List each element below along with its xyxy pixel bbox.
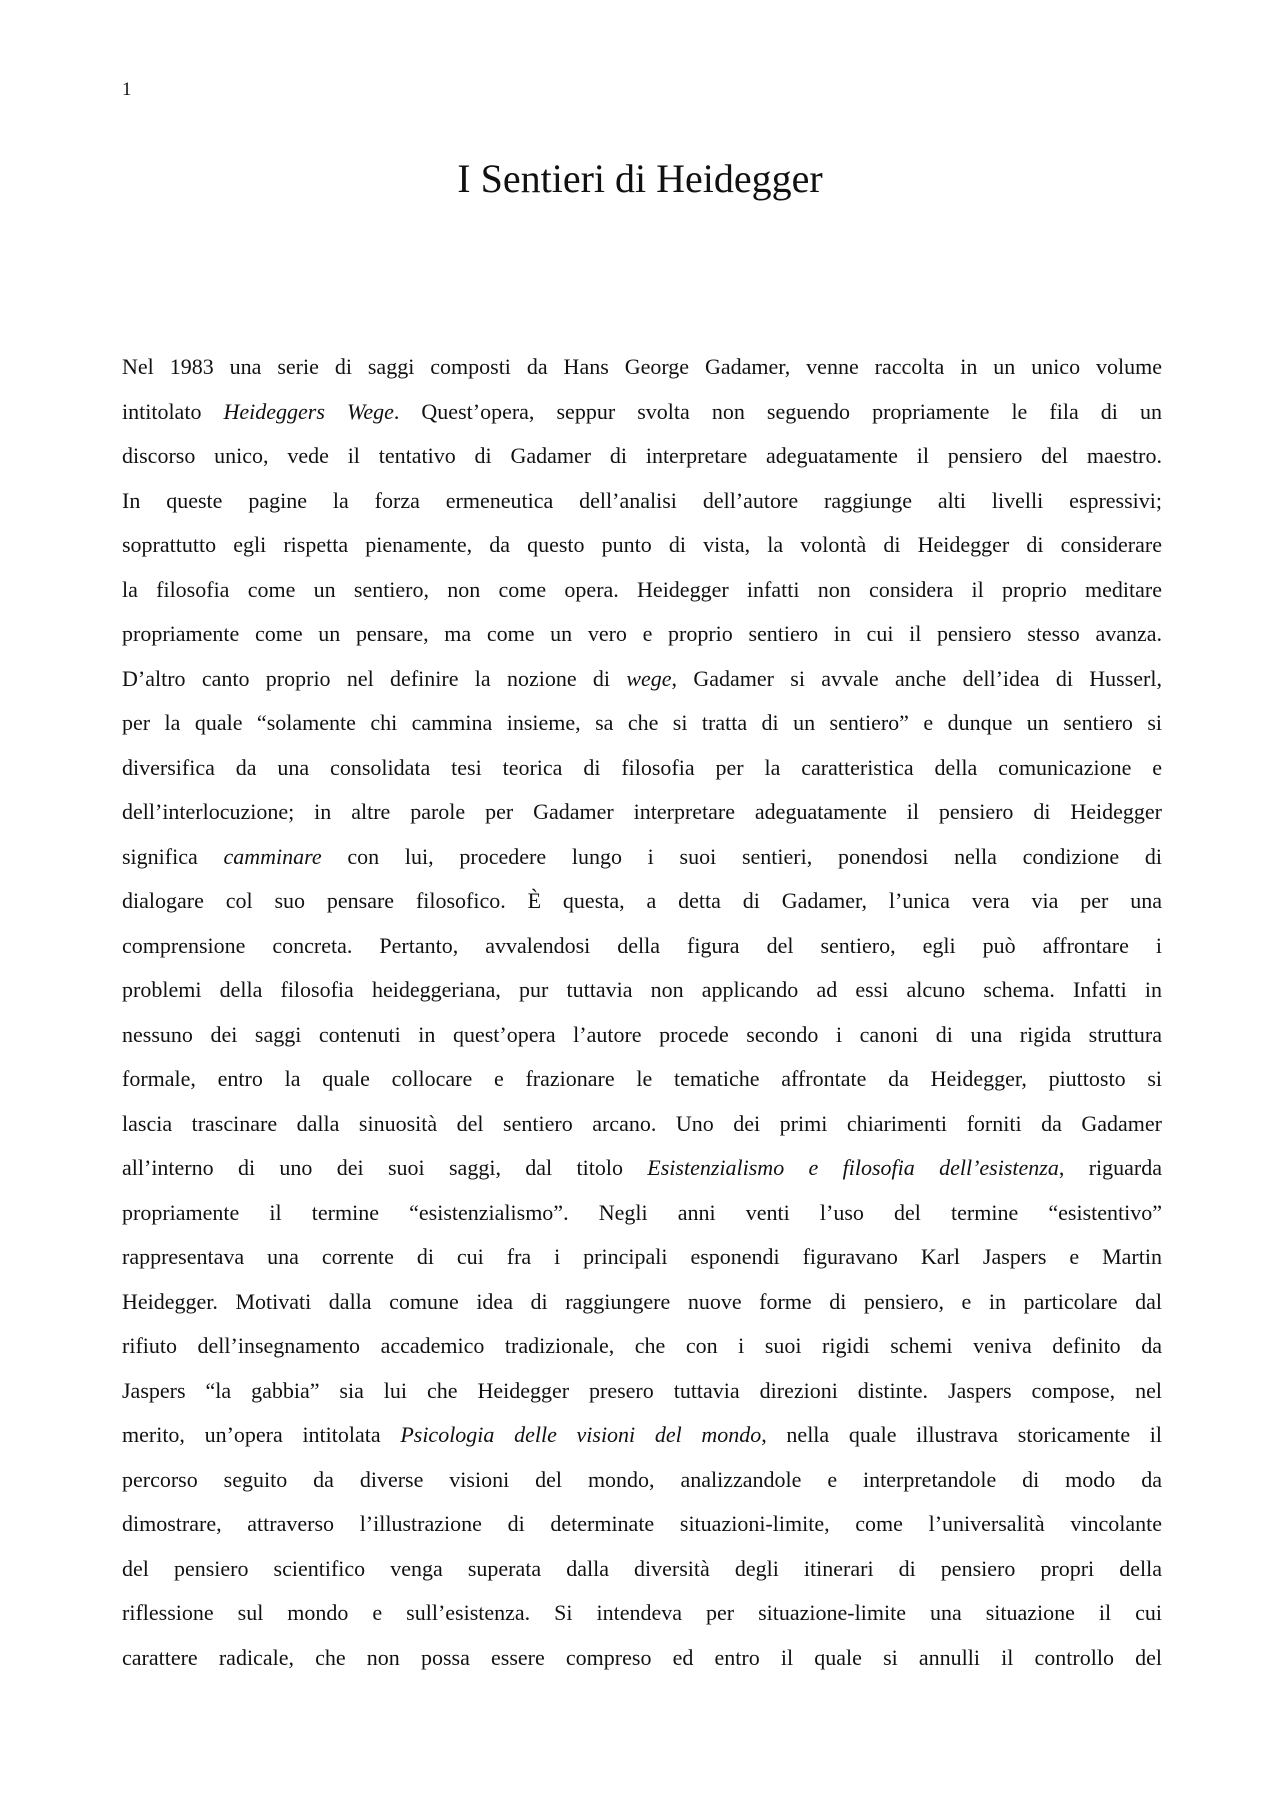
body-paragraph [122, 345, 1162, 1680]
text-run: , Gadamer si avvale anche dell’idea di Husserl, per la quale “solamente chi cammina insieme, sa che si tratta di un sentiero” e dunque un sentiero si diversifica da una consolidata tesi teorica di filosofia per la caratteristica della comunicazione e dell’interlocuzione; in altre parole per Gadamer interpretare adeguatamente il pensiero di Heidegger significa [122, 665, 1162, 869]
italic-title-run: Heideggers Wege [223, 398, 394, 424]
text-run: . Quest’opera, seppur svolta non seguendo propriamente le fila di un discorso unico, vede il tentativo di Gadamer di interpretare adeguatamente il pensiero del maestro. In queste pagine la forza ermeneutica dell’analisi dell’autore raggiunge alti livelli espressivi; soprattutto egli rispetta pienamente, da questo punto di vista, la volontà di Heidegger di considerare la filosofia come un sentiero, non come opera. Heidegger infatti non considera il proprio meditare propriamente come un pensare, ma come un vero e proprio sentiero in cui il pensiero stesso avanza. D’altro canto proprio nel definire la nozione di [122, 398, 1162, 691]
page-title: I Sentieri di Heidegger [457, 156, 823, 201]
text-run: , riguarda propriamente il termine “esistenzialismo”. Negli anni venti l’uso del termine “esistentivo” rappresentava una corrente di cui fra i principali esponendi figuravano Karl Jaspers e Martin Heidegger. Motivati dalla comune idea di raggiungere nuove forme di pensiero, e in particolare dal rifiuto dell’insegnamento accademico tradizionale, che con i suoi rigidi schemi veniva definito da Jaspers “la gabbia” sia lui che Heidegger presero tuttavia direzioni distinte. Jaspers compose, nel merito, un’opera intitolata [122, 1155, 1163, 1447]
page-number: 1 [122, 79, 132, 100]
text-run: con lui, procedere lungo i suoi sentieri, ponendosi nella condizione di dialogare col suo pensare filosofico. È questa, a detta di Gadamer, l’unica vera via per una comprensione concreta. Pertanto, avvalendosi della figura del sentiero, egli può affrontare i problemi della filosofia heideggeriana, pur tuttavia non applicando ad essi alcuno schema. Infatti in nessuno dei saggi contenuti in quest’opera l’autore procede secondo i canoni di una rigida struttura formale, entro la quale collocare e frazionare le tematiche affrontate da Heidegger, piuttosto si lascia trascinare dalla sinuosità del sentiero arcano. Uno dei primi chiarimenti forniti da Gadamer all’interno di uno dei suoi saggi, dal titolo [122, 843, 1162, 1180]
italic-title-run: Psicologia delle visioni del mondo [400, 1422, 762, 1447]
text-run: , nella quale illustrava storicamente il percorso seguito da diverse visioni del mondo, analizzandole e interpretandole di modo da dimostrare, attraverso l’illustrazione di determinate situazioni-limite, come l’universalità vincolante del pensiero scientifico venga superata dalla diversità degli itinerari di pensiero propri della riflessione sul mondo e sull’esistenza. Si intendeva per situazione-limite una situazione il cui carattere radicale, che non possa essere compreso ed entro il quale si annulli il controllo del [122, 1422, 1162, 1670]
italic-title-run: wege [626, 665, 672, 691]
text-run: Nel 1983 una serie di saggi composti da Hans George Gadamer, venne raccolta in un unico volume intitolato [122, 354, 1162, 424]
italic-title-run: camminare [223, 843, 322, 869]
italic-title-run: Esistenzialismo e filosofia dell’esistenza [647, 1155, 1059, 1180]
